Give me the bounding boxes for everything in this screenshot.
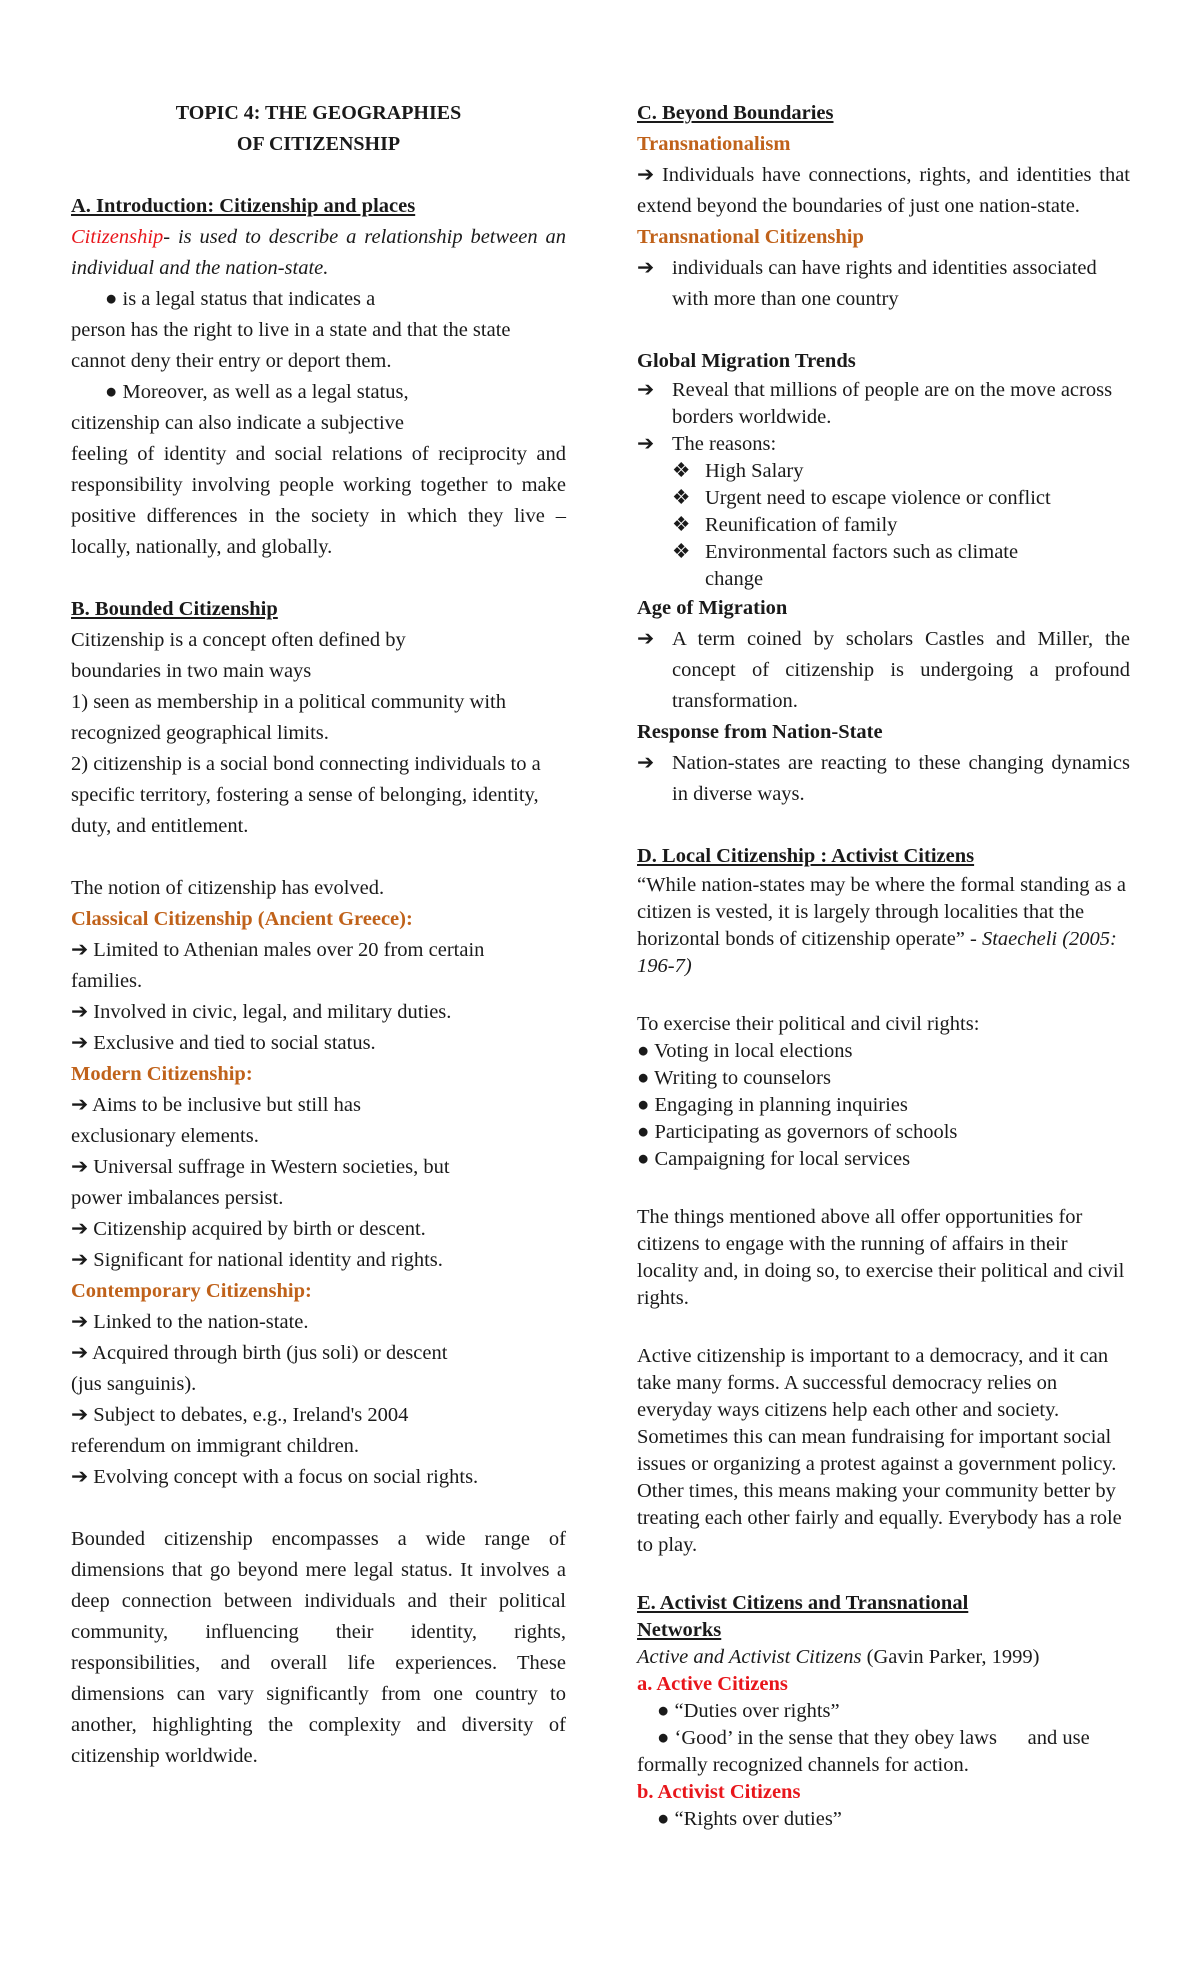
modern-item-4: ➔ Significant for national identity and rights. — [71, 1249, 443, 1271]
quote-dash: - — [964, 928, 982, 950]
classical-item-3: ➔ Exclusive and tied to social status. — [71, 1032, 376, 1054]
intro-bullet-1-rest: person has the right to live in a state and that the state cannot deny their entry or deport them. — [71, 319, 511, 372]
intro-bullet-2-rest: feeling of identity and social relations of reciprocity and responsibility involving people working together to make positive differences in the society in which they live – locally, nationally, and globally. — [71, 443, 566, 558]
contemporary-item-4: ➔ Evolving concept with a focus on social rights. — [71, 1466, 479, 1488]
exercise-item: ● Campaigning for local services — [637, 1148, 911, 1170]
exercise-intro: To exercise their political and civil rights: — [637, 1013, 980, 1035]
global-migration-heading: Global Migration Trends — [637, 350, 856, 372]
response-text: Nation-states are reacting to these changing dynamics in diverse ways. — [672, 752, 1130, 805]
intro-bullet-1-first-line: ● is a legal status that indicates a — [105, 288, 376, 310]
classical-item-1: ➔ Limited to Athenian males over 20 from certain families. — [71, 939, 485, 992]
arrow-icon: ➔ — [637, 433, 655, 455]
classical-item-2: ➔ Involved in civic, legal, and military duties. — [71, 1001, 452, 1023]
arrow-icon: ➔ — [637, 164, 655, 186]
section-e-heading: E. Activist Citizens and Transnational Networks — [637, 1592, 969, 1641]
active-citizens-item: ● ‘Good’ in the sense that they obey laws and use formally recognized channels for action. — [637, 1727, 1095, 1776]
contemporary-item-3: ➔ Subject to debates, e.g., Ireland's 2004 referendum on immigrant children. — [71, 1404, 409, 1457]
modern-heading: Modern Citizenship: — [71, 1063, 253, 1085]
migration-item-text: The reasons: — [672, 433, 777, 455]
exercise-item: ● Voting in local elections — [637, 1040, 853, 1062]
arrow-icon: ➔ — [637, 628, 655, 650]
contemporary-item-2: ➔ Acquired through birth (jus soli) or descent (jus sanguinis). — [71, 1342, 448, 1395]
citizenship-term: Citizenship — [71, 226, 164, 248]
response-item — [637, 748, 1130, 810]
reason-item — [637, 512, 1130, 539]
transnational-citizenship-item — [637, 253, 1130, 315]
quote-text: “While nation-states may be where the formal standing as a citizen is vested, it is largely through localities that the horizontal bonds of citizenship operate” — [637, 874, 1126, 950]
modern-item-3: ➔ Citizenship acquired by birth or descent. — [71, 1218, 426, 1240]
transnational-citizenship-text: individuals can have rights and identities associated with more than one country — [672, 257, 1097, 310]
modern-item-1: ➔ Aims to be inclusive but still has exclusionary elements. — [71, 1094, 361, 1147]
bounded-intro: Citizenship is a concept often defined by boundaries in two main ways — [71, 629, 406, 682]
activist-citizens-item: ● “Rights over duties” — [657, 1808, 842, 1830]
left-column — [71, 98, 566, 1772]
activist-citizens-heading: b. Activist Citizens — [637, 1781, 801, 1803]
citizenship-definition — [71, 222, 566, 284]
opportunities-paragraph: The things mentioned above all offer opportunities for citizens to engage with the running of affairs in their locality and, in doing so, to exercise their political and civil rights. — [637, 1206, 1125, 1309]
reason-text: Environmental factors such as climate change — [705, 541, 1019, 590]
subtitle-italic: Active and Activist Citizens — [637, 1646, 862, 1668]
exercise-item: ● Engaging in planning inquiries — [637, 1094, 908, 1116]
active-citizens-heading: a. Active Citizens — [637, 1673, 788, 1695]
bounded-way-2: 2) citizenship is a social bond connecting individuals to a specific territory, fostering a sense of belonging, identity, duty, and entitlement. — [71, 753, 541, 837]
exercise-item: ● Participating as governors of schools — [637, 1121, 958, 1143]
reason-text: Urgent need to escape violence or conflict — [705, 487, 1051, 509]
reason-text: Reunification of family — [705, 514, 898, 536]
arrow-icon: ➔ — [637, 752, 655, 774]
staecheli-quote — [637, 872, 1130, 980]
contemporary-heading: Contemporary Citizenship: — [71, 1280, 312, 1302]
document-title-line-2: OF CITIZENSHIP — [236, 133, 401, 155]
diamond-bullet-icon: ❖ — [672, 541, 691, 563]
age-of-migration-text: A term coined by scholars Castles and Miller, the concept of citizenship is undergoing a profound transformation. — [672, 628, 1130, 712]
migration-item-text: Reveal that millions of people are on the move across borders worldwide. — [672, 379, 1113, 428]
diamond-bullet-icon: ❖ — [672, 460, 691, 482]
transnationalism-body: Individuals have connections, rights, and identities that extend beyond the boundaries of just one nation-state. — [637, 164, 1131, 217]
intro-bullet-2-line-2: citizenship can also indicate a subjective — [71, 412, 404, 434]
document-title-line-1: TOPIC 4: THE GEOGRAPHIES — [175, 102, 462, 124]
active-activist-subtitle — [637, 1644, 1130, 1671]
transnational-citizenship-heading: Transnational Citizenship — [637, 226, 864, 248]
quote-source: Staecheli (2005: 196-7) — [637, 928, 1117, 977]
bounded-summary: Bounded citizenship encompasses a wide range of dimensions that go beyond mere legal status. It involves a deep connection between individuals and their political community, influencing their identity, rights, responsibilities, and overall life experiences. These dimensions can vary significantly from one country to another, highlighting the complexity and diversity of citizenship worldwide. — [71, 1528, 566, 1767]
citizenship-definition-text: - is used to describe a relationship between an individual and the nation-state. — [71, 226, 566, 279]
reason-item — [637, 539, 1130, 593]
right-column — [637, 98, 1130, 1833]
active-citizenship-paragraph: Active citizenship is important to a democracy, and it can take many forms. A successful democracy relies on everyday ways citizens help each other and society. Sometimes this can mean fundraising for important social issues or organizing a protest against a government policy. Other times, this means making your community better by treating each other fairly and equally. Everybody has a role to play. — [637, 1345, 1122, 1556]
section-b-heading: B. Bounded Citizenship — [71, 598, 278, 620]
diamond-bullet-icon: ❖ — [672, 487, 691, 509]
evolved-statement: The notion of citizenship has evolved. — [71, 877, 385, 899]
response-heading: Response from Nation-State — [637, 721, 883, 743]
intro-bullet-2-first-line: ● Moreover, as well as a legal status, — [105, 381, 409, 403]
exercise-item: ● Writing to counselors — [637, 1067, 831, 1089]
section-d-heading: D. Local Citizenship : Activist Citizens — [637, 845, 975, 867]
classical-heading: Classical Citizenship (Ancient Greece): — [71, 908, 413, 930]
section-a-heading: A. Introduction: Citizenship and places — [71, 195, 416, 217]
arrow-icon: ➔ — [637, 257, 655, 279]
arrow-icon: ➔ — [637, 379, 655, 401]
section-c-heading: C. Beyond Boundaries — [637, 102, 834, 124]
reason-text: High Salary — [705, 460, 804, 482]
reason-item — [637, 458, 1130, 485]
transnationalism-heading: Transnationalism — [637, 133, 791, 155]
contemporary-item-1: ➔ Linked to the nation-state. — [71, 1311, 309, 1333]
migration-item-1 — [637, 377, 1130, 431]
migration-item-2 — [637, 431, 1130, 458]
modern-item-2: ➔ Universal suffrage in Western societies, but power imbalances persist. — [71, 1156, 450, 1209]
age-of-migration-heading: Age of Migration — [637, 597, 788, 619]
transnationalism-text — [637, 160, 1130, 222]
age-of-migration-item — [637, 624, 1130, 717]
bounded-way-1: 1) seen as membership in a political community with recognized geographical limits. — [71, 691, 506, 744]
subtitle-citation: (Gavin Parker, 1999) — [861, 1646, 1040, 1668]
active-citizens-item: ● “Duties over rights” — [657, 1700, 840, 1722]
diamond-bullet-icon: ❖ — [672, 514, 691, 536]
reason-item — [637, 485, 1130, 512]
